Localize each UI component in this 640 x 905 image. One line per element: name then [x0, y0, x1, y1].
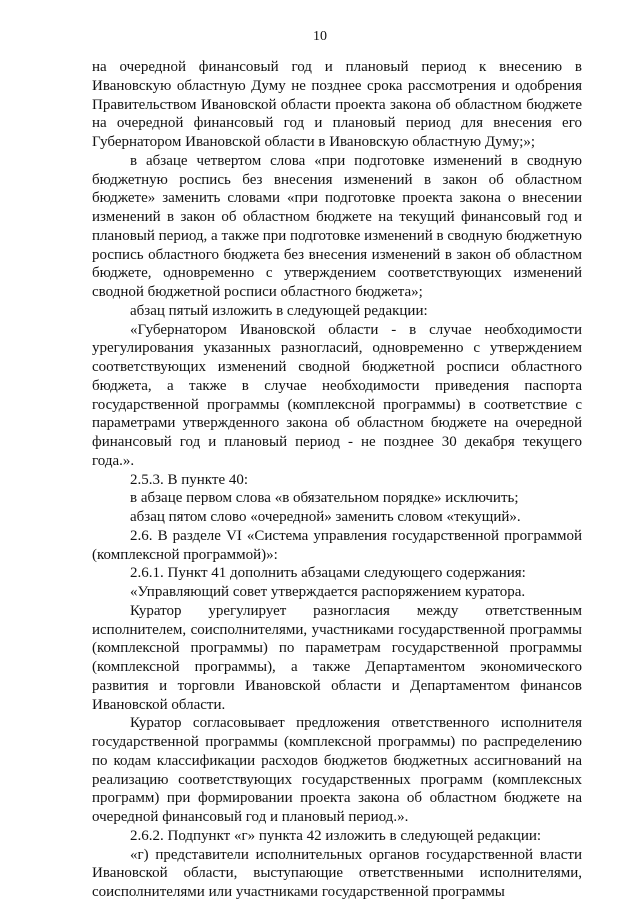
- paragraph: 2.6. В разделе VI «Система управления государственной программой (комплексной программой)»:: [92, 527, 582, 563]
- paragraph: в абзаце первом слова «в обязательном порядке» исключить;: [130, 490, 519, 507]
- paragraph: «Губернатором Ивановской области - в случае необходимости урегулирования указанных разногласий, одновременно с утверждением соответствующих изменений сводной бюджетной росписи областного бюджета, а также в случае необходимости приведения паспорта государственной программы (комплексной программы) в соответствие с параметрами утвержденного закона об областном бюджете на очередной финансовый год и плановый период - не позднее 30 декабря текущего года.».: [92, 321, 582, 469]
- paragraph: «г) представители исполнительных органов государственной власти Ивановской области, выступающие ответственными исполнителями, соисполнителями или участниками государственной программы: [92, 846, 582, 900]
- paragraph: абзац пятом слово «очередной» заменить словом «текущий».: [130, 509, 521, 525]
- paragraph: Куратор урегулирует разногласия между ответственным исполнителем, соисполнителями, участниками государственной программы (комплексной программы) по параметрам государственной программы (комплексной программы), а также Департаментом экономического развития и торговли Ивановской области и Департаментом финансов Ивановской области.: [92, 602, 582, 713]
- paragraph: Куратор согласовывает предложения ответственного исполнителя государственной программы (комплексной программы) по распределению по кодам классификации расходов бюджетов бюджетных ассигнований на реализацию соответствующих государственных программ (комплексных программ) при формировании проекта закона об областном бюджете на очередной финансовый год и плановый период.».: [92, 715, 582, 825]
- paragraph: в абзаце четвертом слова «при подготовке изменений в сводную бюджетную роспись без внесения изменений в закон об областном бюджете» заменить словами «при подготовке проекта закона о внесении изменений в закон об областном бюджете на текущий финансовый год и плановый период, а также при подготовке изменений в сводную бюджетную роспись областного бюджета без внесения изменений в закон об областном бюджете, одновременно с утверждением соответствующих изменений сводной бюджетной росписи областного бюджета»;: [92, 152, 582, 300]
- paragraph: абзац пятый изложить в следующей редакции:: [130, 302, 428, 319]
- paragraph: 2.5.3. В пункте 40:: [130, 471, 249, 488]
- paragraph: 2.6.1. Пункт 41 дополнить абзацами следующего содержания:: [130, 565, 526, 582]
- paragraph: «Управляющий совет утверждается распоряжением куратора.: [130, 584, 526, 600]
- paragraph: 2.6.2. Подпункт «г» пункта 42 изложить в следующей редакции:: [130, 827, 542, 844]
- page-number: 10: [313, 29, 327, 44]
- document-body: [92, 58, 582, 902]
- paragraph: на очередной финансовый год и плановый период к внесению в Ивановскую областную Думу не позднее срока рассмотрения и одобрения Правительством Ивановской области проекта закона об областном бюджете на очередной финансовый год и плановый период для внесения его Губернатором Ивановской области в Ивановскую областную Думу;»;: [92, 59, 582, 150]
